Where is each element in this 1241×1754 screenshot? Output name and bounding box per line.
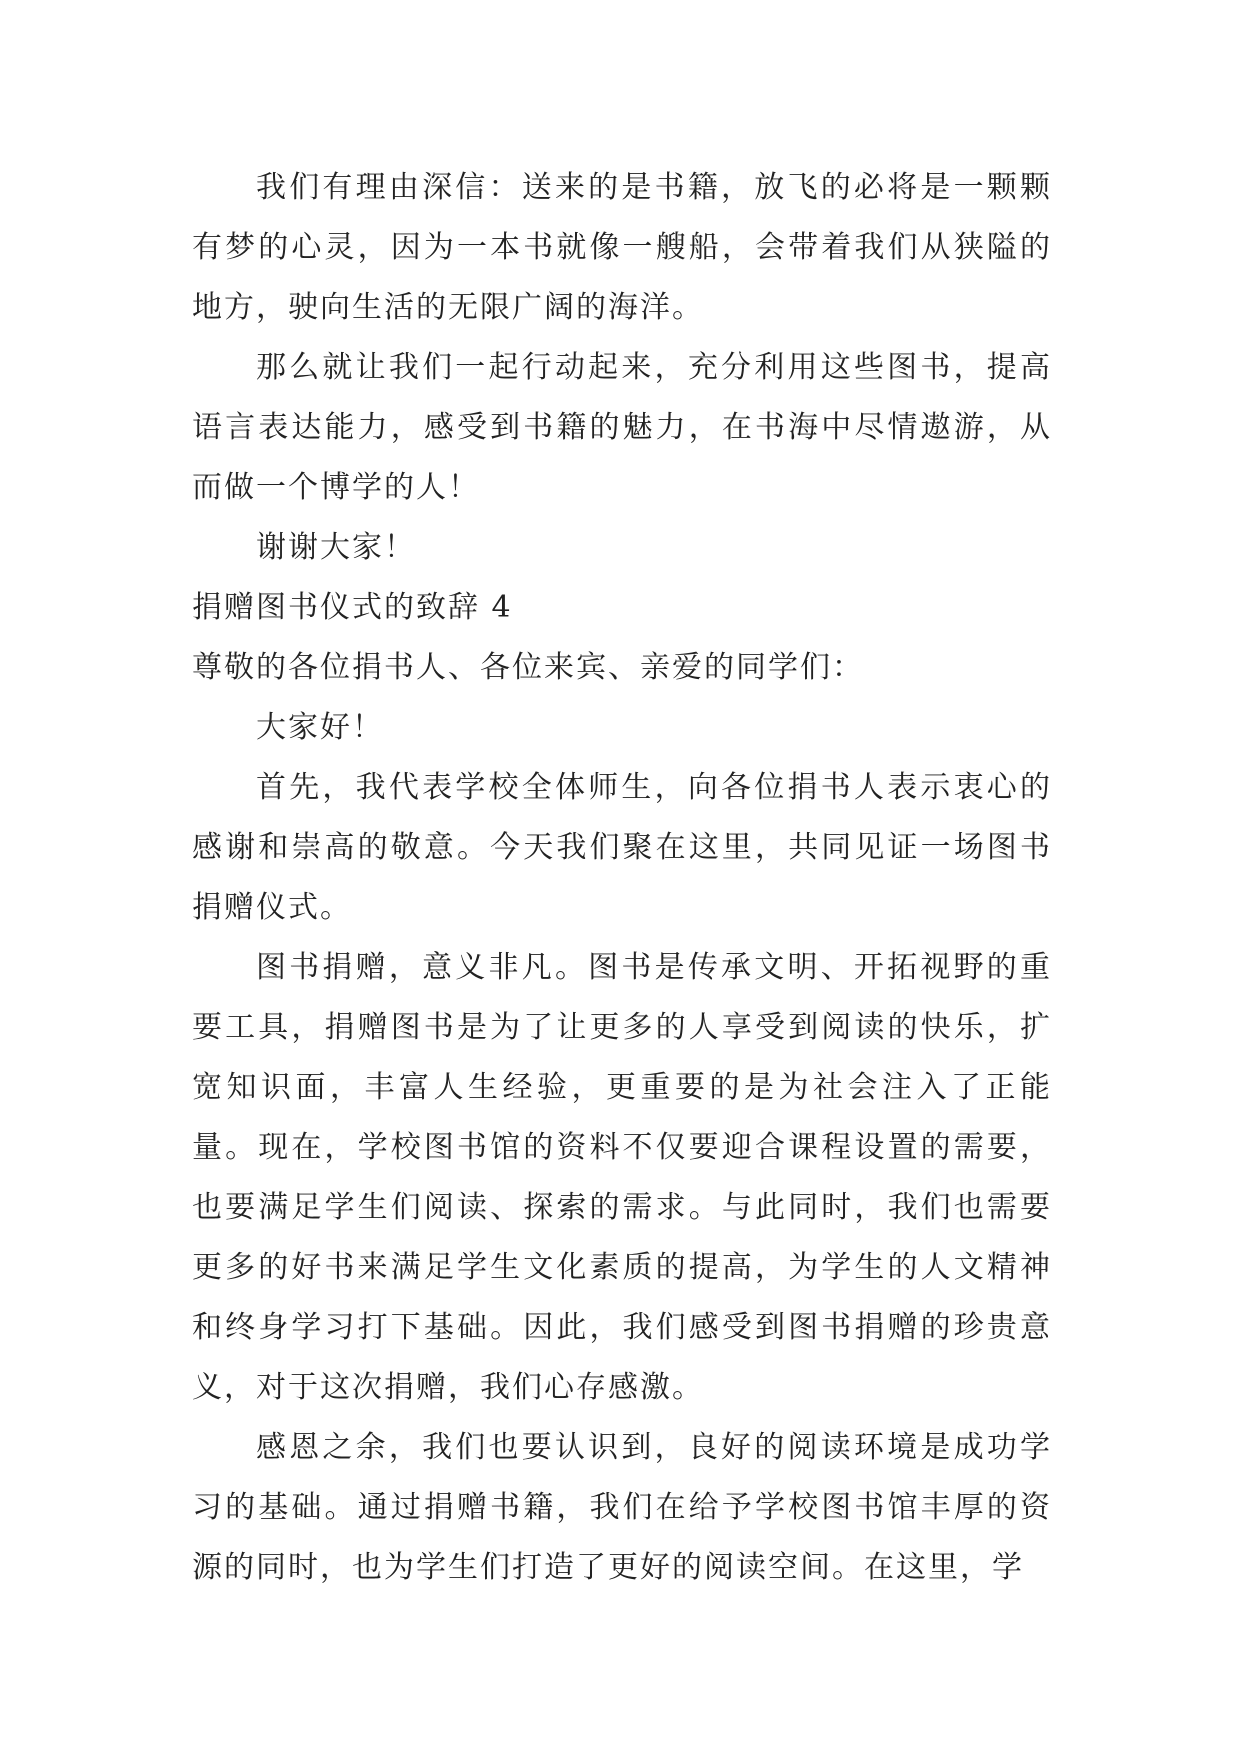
salutation: 尊敬的各位捐书人、各位来宾、亲爱的同学们： xyxy=(192,650,864,685)
section-heading: 捐赠图书仪式的致辞 4 xyxy=(192,590,513,625)
document-body xyxy=(192,158,1052,1598)
paragraph-book-metaphor: 我们有理由深信：送来的是书籍，放飞的必将是一颗颗有梦的心灵，因为一本书就像一艘船，会带着我们从狭隘的地方，驶向生活的无限广阔的海洋。 xyxy=(192,170,1052,325)
paragraph-thanks: 谢谢大家！ xyxy=(256,530,416,565)
paragraph-reading-environment: 感恩之余，我们也要认识到，良好的阅读环境是成功学习的基础。通过捐赠书籍，我们在给予学校图书馆丰厚的资源的同时，也为学生们打造了更好的阅读空间。在这里，学 xyxy=(192,1430,1052,1585)
paragraph-call-to-action: 那么就让我们一起行动起来，充分利用这些图书，提高语言表达能力，感受到书籍的魅力，在书海中尽情遨游，从而做一个博学的人！ xyxy=(192,350,1052,505)
paragraph-gratitude: 首先，我代表学校全体师生，向各位捐书人表示衷心的感谢和崇高的敬意。今天我们聚在这里，共同见证一场图书捐赠仪式。 xyxy=(192,770,1052,925)
paragraph-significance: 图书捐赠，意义非凡。图书是传承文明、开拓视野的重要工具，捐赠图书是为了让更多的人享受到阅读的快乐，扩宽知识面，丰富人生经验，更重要的是为社会注入了正能量。现在，学校图书馆的资料不仅要迎合课程设置的需要，也要满足学生们阅读、探索的需求。与此同时，我们也需要更多的好书来满足学生文化素质的提高，为学生的人文精神和终身学习打下基础。因此，我们感受到图书捐赠的珍贵意义，对于这次捐赠，我们心存感激。 xyxy=(192,950,1052,1405)
paragraph-greeting: 大家好！ xyxy=(256,710,384,745)
